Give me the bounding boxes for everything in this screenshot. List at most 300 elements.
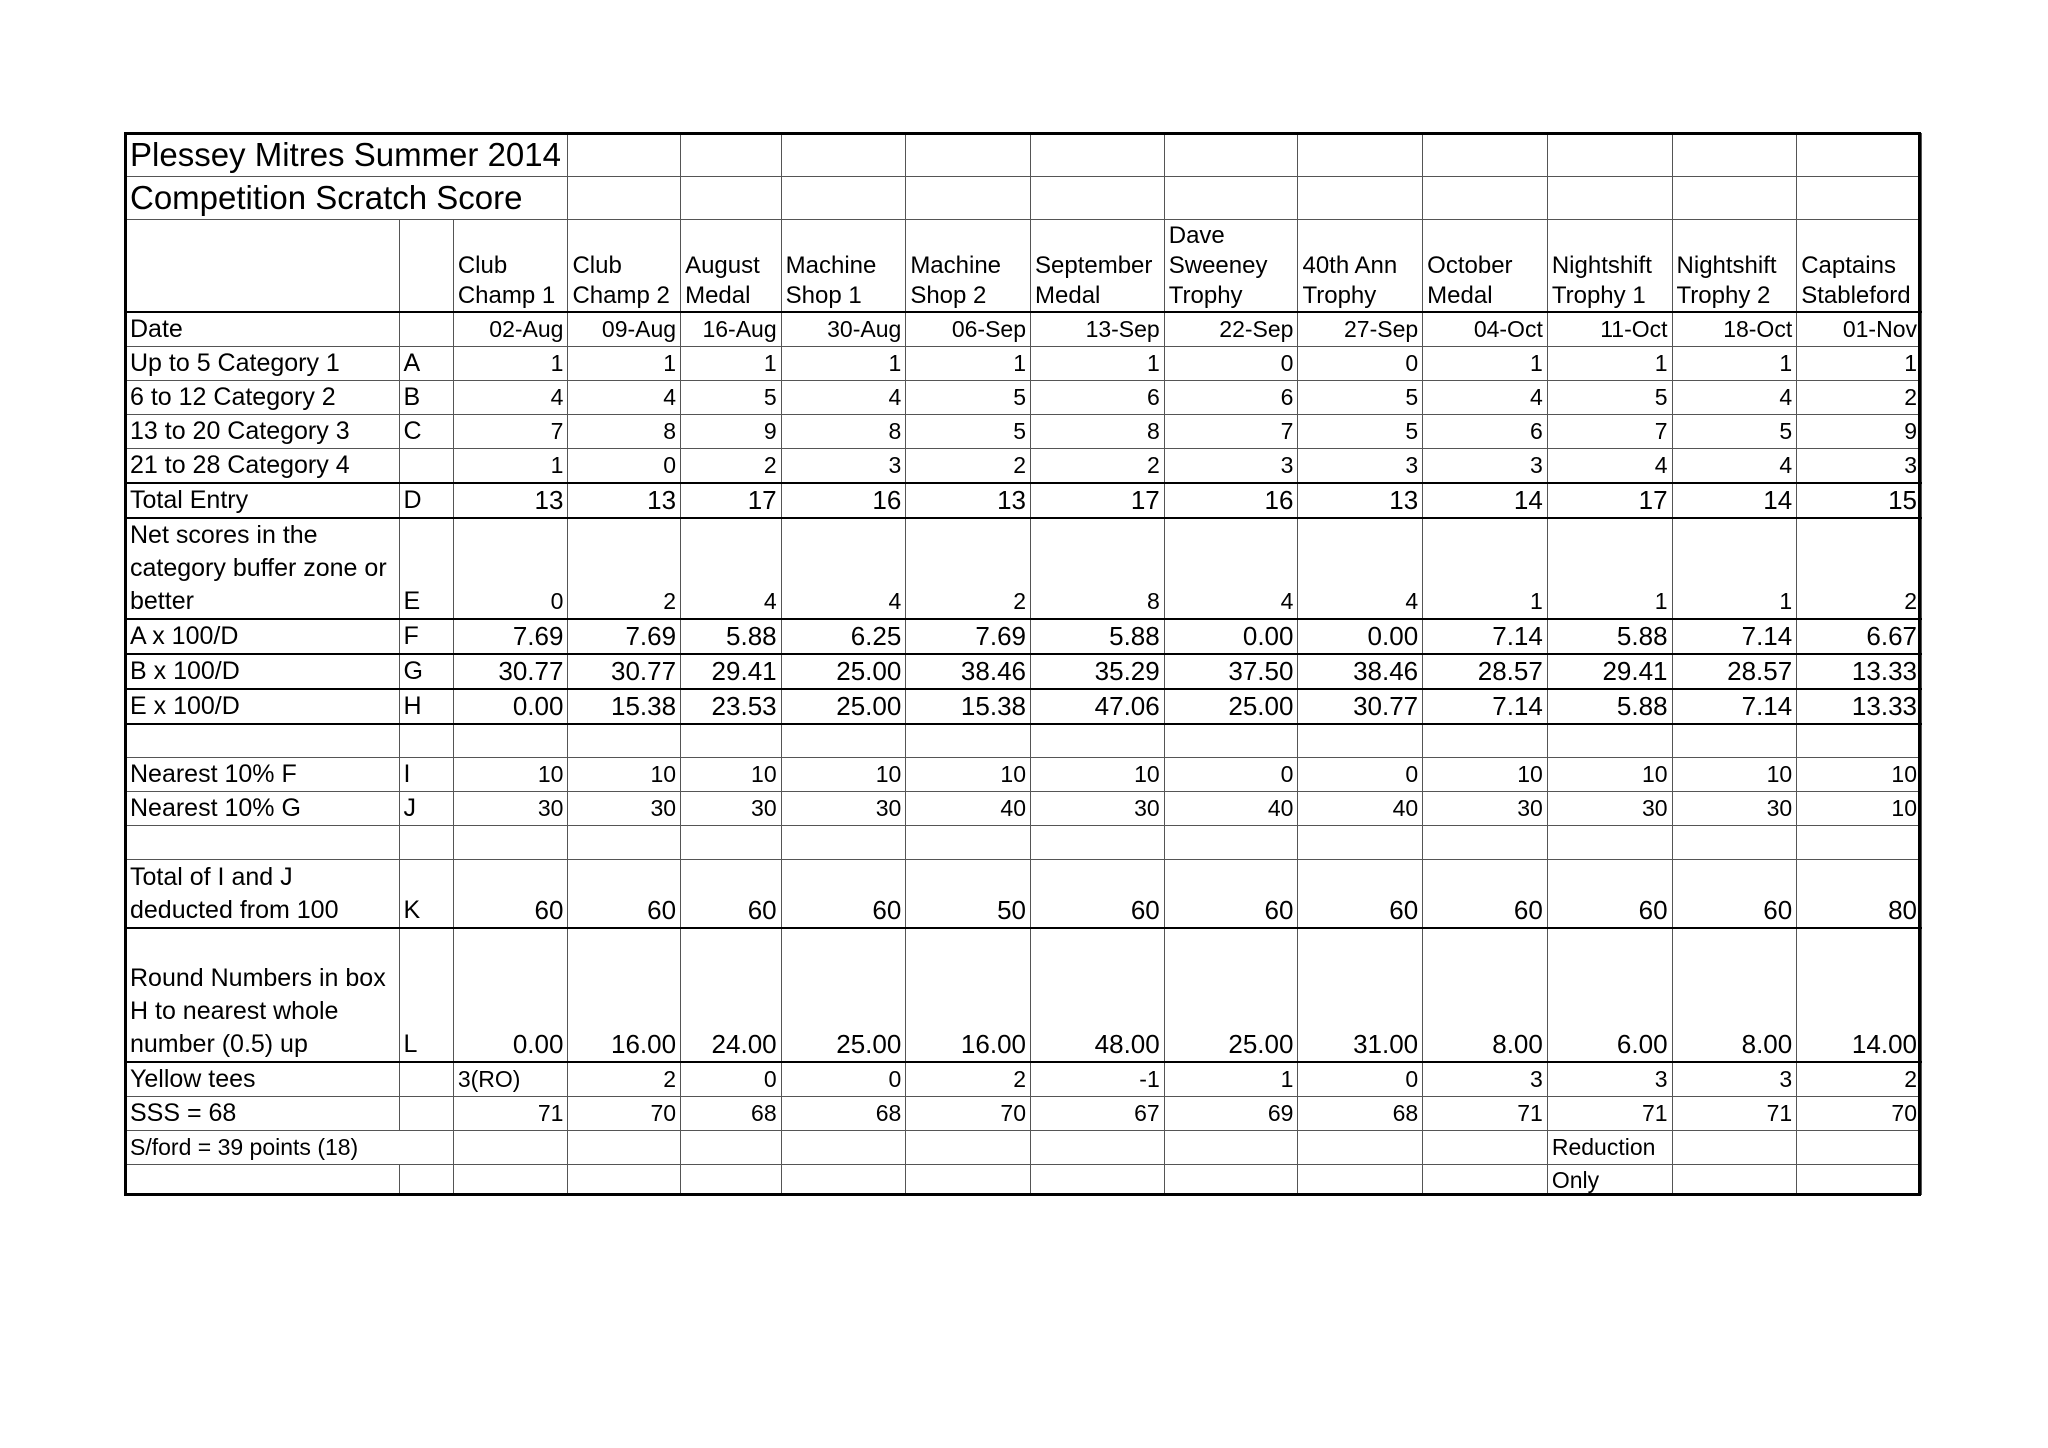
value-cell: 23.53 [681, 689, 782, 724]
value-cell: 10 [1672, 758, 1797, 792]
value-cell: 7.14 [1423, 689, 1548, 724]
value-cell: 5 [1547, 380, 1672, 414]
value-cell: 70 [906, 1096, 1031, 1130]
value-cell: 71 [1672, 1096, 1797, 1130]
value-cell: 1 [1547, 518, 1672, 619]
value-cell: 5.88 [1547, 689, 1672, 724]
value-cell: 6.67 [1797, 619, 1922, 654]
value-cell: 38.46 [1298, 654, 1423, 689]
value-cell: 3 [1797, 448, 1922, 483]
value-cell [568, 724, 681, 758]
value-cell: 1 [681, 346, 782, 380]
value-cell: 9 [1797, 414, 1922, 448]
scratch-score-table [125, 133, 1922, 1195]
row-label: B x 100/D [126, 654, 400, 689]
value-cell [1423, 724, 1548, 758]
value-cell: 4 [1672, 380, 1797, 414]
table-row [126, 483, 1922, 518]
value-cell: 7.14 [1672, 689, 1797, 724]
value-cell: 0 [681, 1062, 782, 1097]
empty-cell [1298, 1164, 1423, 1194]
value-cell: 7.14 [1423, 619, 1548, 654]
value-cell: 35.29 [1031, 654, 1165, 689]
value-cell: 8.00 [1423, 928, 1548, 1062]
competition-date: 16-Aug [681, 312, 782, 347]
empty-cell [1423, 1130, 1548, 1164]
empty-cell [126, 220, 400, 312]
value-cell: 15 [1797, 483, 1922, 518]
value-cell: 3 [1423, 1062, 1548, 1097]
value-cell: 17 [1547, 483, 1672, 518]
value-cell: 47.06 [1031, 689, 1165, 724]
value-cell: 15.38 [906, 689, 1031, 724]
value-cell: 0 [781, 1062, 906, 1097]
empty-cell [1298, 134, 1423, 177]
value-cell: 1 [1164, 1062, 1298, 1097]
row-code: C [399, 414, 453, 448]
value-cell: 2 [568, 1062, 681, 1097]
empty-cell [399, 1164, 453, 1194]
empty-cell [1423, 1164, 1548, 1194]
competition-date: 02-Aug [453, 312, 568, 347]
empty-cell [1164, 177, 1298, 220]
empty-cell [1547, 177, 1672, 220]
value-cell: 3 [1672, 1062, 1797, 1097]
row-label: SSS = 68 [126, 1096, 400, 1130]
value-cell: 10 [681, 758, 782, 792]
value-cell: 0.00 [453, 689, 568, 724]
value-cell: 30 [453, 792, 568, 826]
value-cell: 4 [781, 380, 906, 414]
value-cell [1031, 724, 1165, 758]
value-cell: 25.00 [1164, 928, 1298, 1062]
value-cell: 71 [1547, 1096, 1672, 1130]
value-cell: 5 [906, 380, 1031, 414]
value-cell: 60 [1672, 860, 1797, 928]
table-row [126, 414, 1922, 448]
value-cell: 71 [1423, 1096, 1548, 1130]
value-cell: 4 [1298, 518, 1423, 619]
value-cell: 30 [568, 792, 681, 826]
empty-cell [1164, 1130, 1298, 1164]
empty-cell [1298, 1130, 1423, 1164]
value-cell: 70 [1797, 1096, 1922, 1130]
value-cell [1298, 724, 1423, 758]
row-label: 6 to 12 Category 2 [126, 380, 400, 414]
value-cell: 16 [781, 483, 906, 518]
empty-cell [453, 1164, 568, 1194]
competition-name: September Medal [1031, 220, 1165, 312]
empty-cell [1423, 177, 1548, 220]
value-cell: 6 [1031, 380, 1165, 414]
value-cell [568, 826, 681, 860]
empty-cell [1797, 1164, 1922, 1194]
empty-cell [568, 1164, 681, 1194]
table-row [126, 518, 1922, 619]
value-cell [906, 826, 1031, 860]
value-cell: 5 [906, 414, 1031, 448]
value-cell: 17 [1031, 483, 1165, 518]
row-code: F [399, 619, 453, 654]
value-cell: 6 [1164, 380, 1298, 414]
empty-cell [1031, 134, 1165, 177]
value-cell: 3 [781, 448, 906, 483]
value-cell: 1 [453, 448, 568, 483]
value-cell [1672, 826, 1797, 860]
value-cell: 80 [1797, 860, 1922, 928]
row-label [126, 826, 400, 860]
value-cell: 10 [1547, 758, 1672, 792]
value-cell: 3 [1164, 448, 1298, 483]
value-cell: 60 [781, 860, 906, 928]
value-cell: 2 [1031, 448, 1165, 483]
value-cell: 3 [1423, 448, 1548, 483]
value-cell: 4 [681, 518, 782, 619]
row-label: 21 to 28 Category 4 [126, 448, 400, 483]
value-cell: 5 [681, 380, 782, 414]
value-cell: 48.00 [1031, 928, 1165, 1062]
value-cell: 5 [1298, 414, 1423, 448]
value-cell: 2 [1797, 1062, 1922, 1097]
value-cell: 25.00 [781, 689, 906, 724]
competition-name: Nightshift Trophy 1 [1547, 220, 1672, 312]
table-row [126, 724, 1922, 758]
value-cell: 1 [1423, 346, 1548, 380]
empty-cell [906, 1164, 1031, 1194]
value-cell [906, 724, 1031, 758]
table-row [126, 792, 1922, 826]
table-row [126, 1062, 1922, 1097]
value-cell: 13 [568, 483, 681, 518]
value-cell: 0 [1164, 346, 1298, 380]
value-cell: 5 [1298, 380, 1423, 414]
value-cell: 8 [1031, 414, 1165, 448]
value-cell: 25.00 [781, 928, 906, 1062]
empty-cell [681, 1164, 782, 1194]
value-cell [453, 724, 568, 758]
value-cell: 37.50 [1164, 654, 1298, 689]
value-cell: 13.33 [1797, 689, 1922, 724]
empty-cell [1672, 134, 1797, 177]
value-cell: 16 [1164, 483, 1298, 518]
value-cell: 24.00 [681, 928, 782, 1062]
value-cell: 30 [781, 792, 906, 826]
reduction-note-only: Only [1547, 1164, 1672, 1194]
row-code: B [399, 380, 453, 414]
empty-cell [906, 1130, 1031, 1164]
competition-name: Captains Stableford [1797, 220, 1922, 312]
empty-cell [681, 1130, 782, 1164]
row-code: K [399, 860, 453, 928]
value-cell: 60 [1164, 860, 1298, 928]
value-cell [781, 826, 906, 860]
value-cell [1298, 826, 1423, 860]
empty-cell [1672, 1164, 1797, 1194]
value-cell: 30.77 [1298, 689, 1423, 724]
empty-cell [399, 220, 453, 312]
value-cell: 60 [453, 860, 568, 928]
value-cell: 8 [1031, 518, 1165, 619]
value-cell [681, 826, 782, 860]
value-cell: 30 [1031, 792, 1165, 826]
value-cell: 50 [906, 860, 1031, 928]
value-cell: -1 [1031, 1062, 1165, 1097]
value-cell: 25.00 [781, 654, 906, 689]
value-cell: 68 [781, 1096, 906, 1130]
value-cell: 17 [681, 483, 782, 518]
value-cell: 40 [906, 792, 1031, 826]
empty-cell [781, 1164, 906, 1194]
value-cell: 13.33 [1797, 654, 1922, 689]
value-cell: 0 [453, 518, 568, 619]
value-cell: 16.00 [568, 928, 681, 1062]
value-cell: 2 [906, 518, 1031, 619]
row-label: Net scores in the category buffer zone or better [126, 518, 400, 619]
value-cell: 1 [1672, 518, 1797, 619]
value-cell: 3 [1547, 1062, 1672, 1097]
value-cell: 10 [1031, 758, 1165, 792]
row-code [399, 1062, 453, 1097]
empty-cell [1423, 134, 1548, 177]
empty-cell [126, 1164, 400, 1194]
value-cell [1547, 724, 1672, 758]
table-row [126, 860, 1922, 928]
competition-date: 11-Oct [1547, 312, 1672, 347]
competition-name: 40th Ann Trophy [1298, 220, 1423, 312]
empty-cell [781, 1130, 906, 1164]
value-cell: 13 [906, 483, 1031, 518]
value-cell: 10 [1797, 792, 1922, 826]
row-code: L [399, 928, 453, 1062]
value-cell: 31.00 [1298, 928, 1423, 1062]
empty-cell [781, 134, 906, 177]
row-label: Round Numbers in box H to nearest whole number (0.5) up [126, 928, 400, 1062]
value-cell: 30.77 [568, 654, 681, 689]
value-cell: 29.41 [1547, 654, 1672, 689]
value-cell: 0 [1298, 758, 1423, 792]
value-cell: 4 [568, 380, 681, 414]
row-code: E [399, 518, 453, 619]
page-subtitle: Competition Scratch Score [126, 177, 568, 220]
value-cell: 7.69 [453, 619, 568, 654]
row-label: A x 100/D [126, 619, 400, 654]
empty-cell [1797, 134, 1922, 177]
competition-date: 30-Aug [781, 312, 906, 347]
value-cell [681, 724, 782, 758]
row-label: 13 to 20 Category 3 [126, 414, 400, 448]
value-cell: 8 [781, 414, 906, 448]
empty-cell [1298, 177, 1423, 220]
value-cell: 68 [1298, 1096, 1423, 1130]
value-cell [1797, 724, 1922, 758]
row-label: Up to 5 Category 1 [126, 346, 400, 380]
row-label: Total Entry [126, 483, 400, 518]
row-label [126, 724, 400, 758]
value-cell: 9 [681, 414, 782, 448]
stableford-label: S/ford = 39 points (18) [126, 1130, 454, 1164]
value-cell [781, 724, 906, 758]
value-cell: 13 [453, 483, 568, 518]
competition-name: Machine Shop 1 [781, 220, 906, 312]
value-cell: 4 [1164, 518, 1298, 619]
value-cell: 2 [906, 1062, 1031, 1097]
value-cell: 4 [781, 518, 906, 619]
row-code [399, 448, 453, 483]
value-cell: 4 [1547, 448, 1672, 483]
value-cell: 7 [1164, 414, 1298, 448]
value-cell: 0.00 [453, 928, 568, 1062]
empty-cell [906, 177, 1031, 220]
competition-name: August Medal [681, 220, 782, 312]
value-cell: 14 [1423, 483, 1548, 518]
value-cell: 5 [1672, 414, 1797, 448]
empty-cell [568, 1130, 681, 1164]
value-cell: 30 [1547, 792, 1672, 826]
empty-cell [568, 177, 681, 220]
empty-cell [681, 177, 782, 220]
value-cell: 16.00 [906, 928, 1031, 1062]
value-cell: 7.69 [568, 619, 681, 654]
value-cell: 30.77 [453, 654, 568, 689]
row-label: Total of I and J deducted from 100 [126, 860, 400, 928]
competition-date: 18-Oct [1672, 312, 1797, 347]
empty-cell [453, 1130, 568, 1164]
competition-name: Club Champ 1 [453, 220, 568, 312]
value-cell: 1 [1672, 346, 1797, 380]
value-cell: 2 [906, 448, 1031, 483]
value-cell: 2 [1797, 518, 1922, 619]
value-cell: 10 [453, 758, 568, 792]
row-code [399, 1096, 453, 1130]
row-label: Nearest 10% G [126, 792, 400, 826]
table-row [126, 928, 1922, 1062]
value-cell: 2 [568, 518, 681, 619]
row-label: Date [126, 312, 400, 347]
value-cell: 10 [906, 758, 1031, 792]
value-cell: 10 [1423, 758, 1548, 792]
competition-name: Machine Shop 2 [906, 220, 1031, 312]
empty-cell [1031, 1164, 1165, 1194]
competition-date: 13-Sep [1031, 312, 1165, 347]
value-cell: 2 [681, 448, 782, 483]
empty-cell [568, 134, 681, 177]
empty-cell [1797, 177, 1922, 220]
value-cell: 5.88 [681, 619, 782, 654]
value-cell: 60 [1298, 860, 1423, 928]
row-code: D [399, 483, 453, 518]
table-row [126, 619, 1922, 654]
value-cell: 7.69 [906, 619, 1031, 654]
value-cell: 28.57 [1423, 654, 1548, 689]
value-cell: 0 [568, 448, 681, 483]
value-cell: 15.38 [568, 689, 681, 724]
value-cell: 40 [1298, 792, 1423, 826]
value-cell: 4 [1423, 380, 1548, 414]
empty-cell [1672, 177, 1797, 220]
value-cell: 0 [1164, 758, 1298, 792]
value-cell: 8.00 [1672, 928, 1797, 1062]
empty-cell [1797, 1130, 1922, 1164]
value-cell [1031, 826, 1165, 860]
value-cell: 14 [1672, 483, 1797, 518]
empty-cell [781, 177, 906, 220]
table-row [126, 346, 1922, 380]
empty-cell [1164, 1164, 1298, 1194]
value-cell: 10 [568, 758, 681, 792]
value-cell: 8 [568, 414, 681, 448]
value-cell: 4 [453, 380, 568, 414]
value-cell: 1 [1797, 346, 1922, 380]
value-cell: 7.14 [1672, 619, 1797, 654]
competition-name: Club Champ 2 [568, 220, 681, 312]
value-cell: 38.46 [906, 654, 1031, 689]
value-cell: 14.00 [1797, 928, 1922, 1062]
competition-date: 04-Oct [1423, 312, 1548, 347]
value-cell: 60 [681, 860, 782, 928]
table-row [126, 448, 1922, 483]
competition-date: 27-Sep [1298, 312, 1423, 347]
value-cell: 0.00 [1298, 619, 1423, 654]
page-title: Plessey Mitres Summer 2014 [126, 134, 568, 177]
value-cell: 70 [568, 1096, 681, 1130]
table-row [126, 758, 1922, 792]
table-row [126, 1096, 1922, 1130]
table-row [126, 654, 1922, 689]
value-cell: 30 [1672, 792, 1797, 826]
value-cell: 3(RO) [453, 1062, 568, 1097]
value-cell: 6.00 [1547, 928, 1672, 1062]
empty-cell [906, 134, 1031, 177]
competition-date: 09-Aug [568, 312, 681, 347]
empty-cell [1164, 134, 1298, 177]
empty-cell [1031, 177, 1165, 220]
value-cell: 60 [1423, 860, 1548, 928]
value-cell: 1 [1031, 346, 1165, 380]
row-code: G [399, 654, 453, 689]
value-cell [1547, 826, 1672, 860]
table-row [126, 826, 1922, 860]
value-cell: 10 [1797, 758, 1922, 792]
value-cell: 60 [1031, 860, 1165, 928]
value-cell: 69 [1164, 1096, 1298, 1130]
value-cell: 1 [1423, 518, 1548, 619]
value-cell: 1 [453, 346, 568, 380]
empty-cell [1672, 1130, 1797, 1164]
competition-name: October Medal [1423, 220, 1548, 312]
empty-cell [1547, 134, 1672, 177]
value-cell: 6 [1423, 414, 1548, 448]
value-cell: 30 [1423, 792, 1548, 826]
value-cell: 1 [906, 346, 1031, 380]
value-cell [1797, 826, 1922, 860]
value-cell: 7 [1547, 414, 1672, 448]
value-cell: 67 [1031, 1096, 1165, 1130]
empty-cell [399, 312, 453, 347]
value-cell: 7 [453, 414, 568, 448]
competition-date: 06-Sep [906, 312, 1031, 347]
row-code: A [399, 346, 453, 380]
value-cell: 30 [681, 792, 782, 826]
row-code: H [399, 689, 453, 724]
competition-name: Nightshift Trophy 2 [1672, 220, 1797, 312]
row-code [399, 724, 453, 758]
value-cell: 40 [1164, 792, 1298, 826]
value-cell [1164, 724, 1298, 758]
empty-cell [1031, 1130, 1165, 1164]
value-cell: 5.88 [1031, 619, 1165, 654]
empty-cell [681, 134, 782, 177]
value-cell: 3 [1298, 448, 1423, 483]
